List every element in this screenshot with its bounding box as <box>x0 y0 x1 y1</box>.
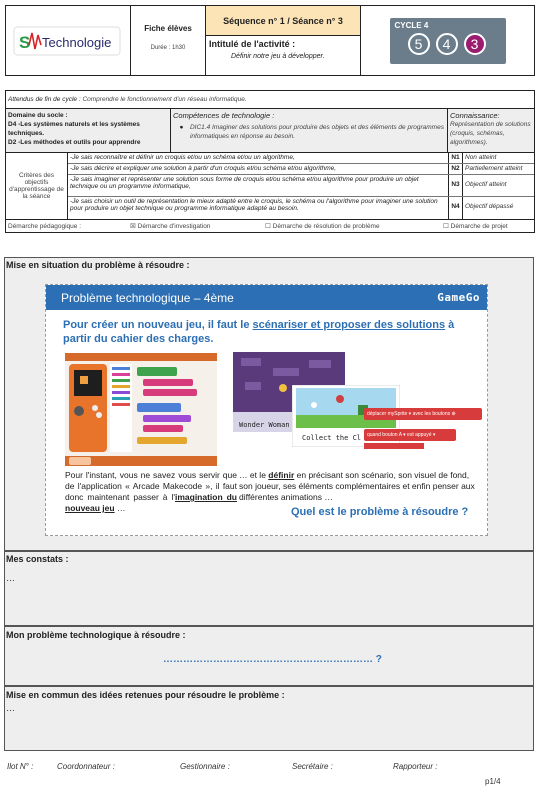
role-coordonnateur[interactable]: Coordonnateur : <box>57 762 115 771</box>
demarche-projet[interactable]: ☐ Démarche de projet <box>443 223 508 230</box>
activite-text: Définir notre jeu à développer. <box>231 53 325 60</box>
probleme-section <box>4 626 534 686</box>
role-rapporteur[interactable]: Rapporteur : <box>393 762 438 771</box>
gamego-card <box>45 284 488 536</box>
makecode-editor-image <box>65 353 217 466</box>
attendus-label: Attendus de fin de cycle : <box>8 96 81 103</box>
cycle-badge <box>390 18 506 64</box>
fiche-title: Fiche élèves <box>144 24 192 33</box>
mise-en-situation-title: Mise en situation du problème à résoudre : <box>6 260 190 270</box>
critere-row: -Je sais décrire et expliquer une solution à partir d'un croquis et/ou schéma et/ou algorithme, N2 Partiellement atteint <box>68 164 534 175</box>
gamego-logo: GameGo <box>437 291 480 304</box>
code-block-deplacer: déplacer mySprite ▾ avec les boutons ⊕ <box>364 408 482 420</box>
critere-row: -Je sais imaginer et représenter une solution sous forme de croquis et/ou schéma et/ou algorithme pour produire un objet technique ou un programme informatique, N3 Objectif atteint <box>68 175 534 197</box>
card-title: Problème technologique – 4ème <box>61 290 234 305</box>
bullet-icon: ● <box>179 124 184 131</box>
cycle-level-5: 5 <box>408 33 430 55</box>
document-header <box>5 5 535 76</box>
connaissance-text: Représentation de solutions (croquis, schémas, algorithmes). <box>450 121 531 146</box>
sti-technologie-logo <box>6 6 131 75</box>
cycle-label: CYCLE 4 <box>394 20 429 30</box>
svg-text:S: S <box>19 32 31 52</box>
code-block-body <box>364 443 424 449</box>
role-secretaire[interactable]: Secrétaire : <box>292 762 333 771</box>
probleme-title: Mon problème technologique à résoudre : <box>6 630 186 640</box>
duree: Durée : 1h30 <box>150 45 186 51</box>
role-gestionnaire[interactable]: Gestionnaire : <box>180 762 230 771</box>
demarche-label: Démarche pédagogique : <box>8 222 81 230</box>
socle-d4: D4 -Les systèmes naturels et les systèmes techniques. <box>8 121 140 137</box>
code-block-quand: quand bouton A ▾ est appuyé ▾ <box>364 429 456 441</box>
sequence-title: Séquence n° 1 / Séance n° 3 <box>206 6 360 36</box>
svg-text:Wonder Woman: Wonder Woman <box>239 421 290 429</box>
criteres-label: Critères des objectifs d'apprentissage de la séance <box>6 153 68 219</box>
mise-en-commun-answer[interactable]: … <box>6 703 15 713</box>
page-number: p1/4 <box>485 777 501 786</box>
card-headline: Pour créer un nouveau jeu, il faut le scénariser et proposer des solutions à partir du cahier des charges. <box>63 319 455 345</box>
cycle-level-3: 3 <box>464 33 486 55</box>
competences-table <box>5 90 535 233</box>
socle-d2: D2 -Les méthodes et outils pour apprendre <box>8 139 141 146</box>
mise-en-commun-section <box>4 686 534 751</box>
cycle-level-4: 4 <box>436 33 458 55</box>
card-title-bar <box>46 285 487 310</box>
demarche-investigation[interactable]: ☒ Démarche d'investigation <box>130 223 211 230</box>
constats-section <box>4 551 534 626</box>
competence-text: DIC1.4 Imaginer des solutions pour produire des objets et des éléments de programmes informatiques en réponse au besoin. <box>189 124 444 140</box>
intitule-label: Intitulé de l'activité : <box>209 39 296 49</box>
connaissance-label: Connaissance: <box>450 111 500 120</box>
card-paragraph-right: … et le définir en précisant son scénario, son visuel de fond, son joueur, ses éléments complémentaires et enfin penser aux différentes animations … <box>239 470 475 502</box>
ilot-field[interactable]: Ilot N° : <box>7 762 34 771</box>
mise-en-commun-title: Mise en commun des idées retenues pour résoudre le problème : <box>6 690 285 700</box>
attendus-text: Comprendre le fonctionnement d'un réseau informatique. <box>82 96 247 103</box>
demarche-resolution[interactable]: ☐ Démarche de résolution de problème <box>265 223 380 230</box>
svg-text:Collect the Cl: Collect the Cl <box>302 434 362 442</box>
critere-row: -Je sais reconnaître et définir un croquis et/ou un schéma et/ou un algorithme, N1 Non atteint <box>68 153 534 164</box>
competences-label: Compétences de technologie : <box>173 111 275 120</box>
constats-title: Mes constats : <box>6 554 69 564</box>
svg-text:Technologie: Technologie <box>42 34 112 50</box>
critere-row: -Je sais choisir un outil de représentation le mieux adapté entre le croquis, le schéma ou l'algorithme pour imaginer une solution pour produire un objet technique ou programme informatique adapté au besoin. N4 Objectif dépassé <box>68 197 534 219</box>
probleme-answer[interactable]: ……………………………………………………… ? <box>163 654 382 665</box>
socle-label: Domaine du socle : <box>8 112 68 119</box>
card-paragraph-left: Pour l'instant, vous ne savez vous servir que de l'application « Arcade Makecode », il faut donc maintenant passer à l'imagination du nouveau jeu … <box>65 470 237 513</box>
constats-answer[interactable]: … <box>6 573 15 583</box>
criteres-block <box>6 153 534 220</box>
card-question: Quel est le problème à résoudre ? <box>291 506 469 518</box>
